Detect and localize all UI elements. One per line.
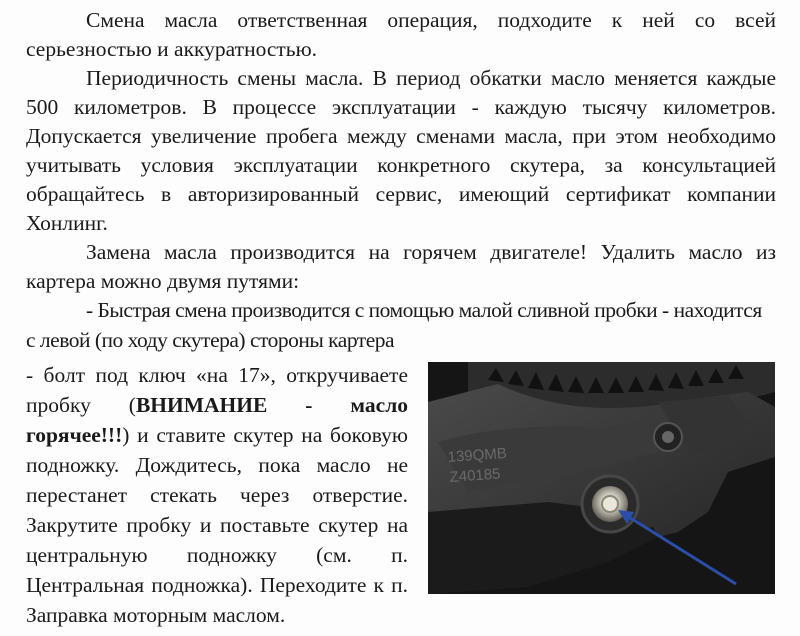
- hot-oil-warning: ВНИМАНИЕ - масло горячее!!!: [26, 393, 409, 447]
- engine-drain-plug-photo: [428, 362, 775, 594]
- engine-marking-1: 139QMB: [447, 444, 508, 466]
- engine-photo-illustration: [428, 362, 775, 594]
- drain-text-start: - болт под ключ «на 17», откручиваете пробку (: [26, 363, 408, 417]
- cropped-heading: [28, 0, 768, 5]
- drain-text-end: ) и ставите скутер на боковую подножку. Дождитесь, пока масло не перестанет стекать через отверстие. Закрутите пробку и поставьте скутер на центральную подножку (см. п. Центральная подножка). Переходите к п. Заправка моторным маслом.: [26, 423, 408, 627]
- paragraph-quick-change-line-2: с левой (по ходу скутера) стороны картера: [26, 328, 395, 352]
- paragraph-oil-change-importance: Смена масла ответственная операция, подходите к ней со всей серьезностью и аккуратностью.: [26, 8, 776, 61]
- engine-marking-2: Z40185: [449, 465, 502, 486]
- paragraph-drain-instructions: [26, 360, 408, 630]
- paragraph-oil-change-interval: Периодичность смены масла. В период обкатки масло меняется каждые 500 километров. В процессе эксплуатации - каждую тысячу километров. Допускается увеличение пробега между сменами масла, при этом необходимо учитывать условия эксплуатации конкретного скутера, за консультацией обращайтесь в авторизированный сервис, имеющий сертификат компании Хонлинг.: [26, 66, 776, 235]
- paragraph-hot-engine-warning: Замена масла производится на горячем двигателе! Удалить масло из картера можно двумя путями:: [26, 240, 776, 293]
- paragraph-quick-change-line-1: - Быстрая смена производится с помощью малой сливной пробки - находится: [86, 298, 762, 322]
